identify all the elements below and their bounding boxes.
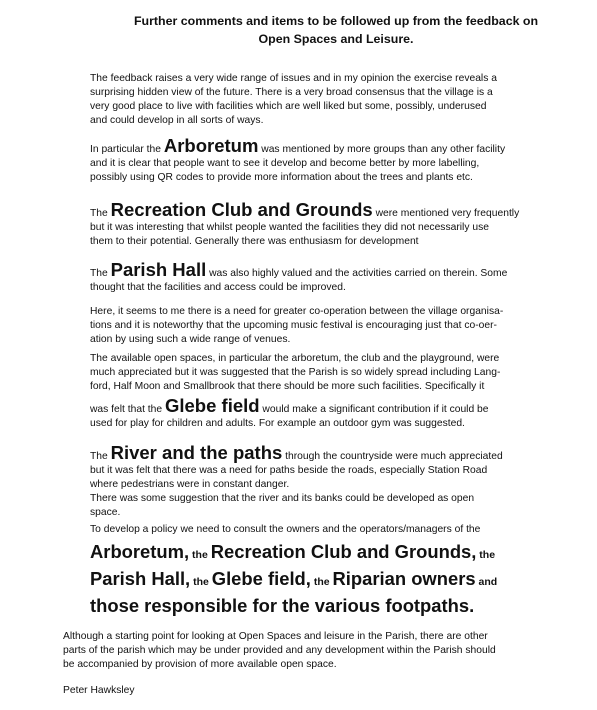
intro-paragraph: The feedback raises a very wide range of issues and in my opinion the exercise reveals a surprising hidden view of the future. There is a very broad consensus that the village is a very good place to live with facilities which are well liked but some, possibly, underused and could develop in all sorts of ways.: [90, 73, 497, 126]
recreation-paragraph: The Recreation Club and Grounds were mentioned very frequently but it was interesting that whilst people wanted the facilities they did not necessarily use them to their potential. Generally there was enthusiasm for development: [90, 199, 520, 247]
arboretum-paragraph: In particular the Arboretum was mentioned by more groups than any other facility and it is clear that people want to see it develop and become better by more labelling, possibly using QR codes to provide more information about the trees and plants etc.: [90, 135, 506, 183]
river-paragraph: The River and the paths through the countryside were much appreciated but it was felt that there was a need for paths beside the roads, especially Station Road where pedestrians were in constant danger. There was some suggestion that the river and its banks could be developed as open space.: [90, 442, 503, 518]
closing-paragraph: Although a starting point for looking at Open Spaces and leisure in the Parish, there are other parts of the parish which may be under provided and any development within the Parish should be accompanied by provision of more available open space.: [63, 631, 496, 670]
signature: Peter Hawksley: [63, 685, 135, 696]
arboretum-heading: Arboretum: [163, 135, 259, 156]
recreation-heading: Recreation Club and Grounds: [110, 199, 373, 220]
parish-hall-heading: Parish Hall: [110, 259, 207, 280]
open-spaces-paragraph: The available open spaces, in particular the arboretum, the club and the playground, were much appreciated but it was suggested that the Parish is so widely spread including Lang- ford, Half Moon and Smallbrook that there should be more such facilities. Specifically it was felt that the Glebe field would make a significant contribution if it could be used for play for children and adults. For example an outdoor gym was suggested.: [90, 353, 501, 429]
stakeholder-list: Arboretum, the Recreation Club and Grounds, the Parish Hall, the Glebe field, the Riparian owners and those responsible for the various footpaths.: [90, 541, 498, 616]
river-heading: River and the paths: [110, 442, 283, 463]
glebe-field-heading: Glebe field: [164, 395, 260, 416]
policy-intro: To develop a policy we need to consult the owners and the operators/managers of the: [90, 524, 481, 535]
cooperation-paragraph: Here, it seems to me there is a need for greater co-operation between the village organisa- tions and it is noteworthy that the upcoming music festival is encouraging just that co-oer- ation by using such a wide range of venues.: [90, 306, 504, 345]
document-title: [86, 12, 586, 48]
title-line-2: Open Spaces and Leisure.: [258, 32, 414, 46]
title-line-1: Further comments and items to be followed up from the feedback on: [133, 14, 539, 28]
parish-hall-paragraph: The Parish Hall was also highly valued and the activities carried on therein. Some thought that the facilities and access could be improved.: [90, 259, 508, 293]
